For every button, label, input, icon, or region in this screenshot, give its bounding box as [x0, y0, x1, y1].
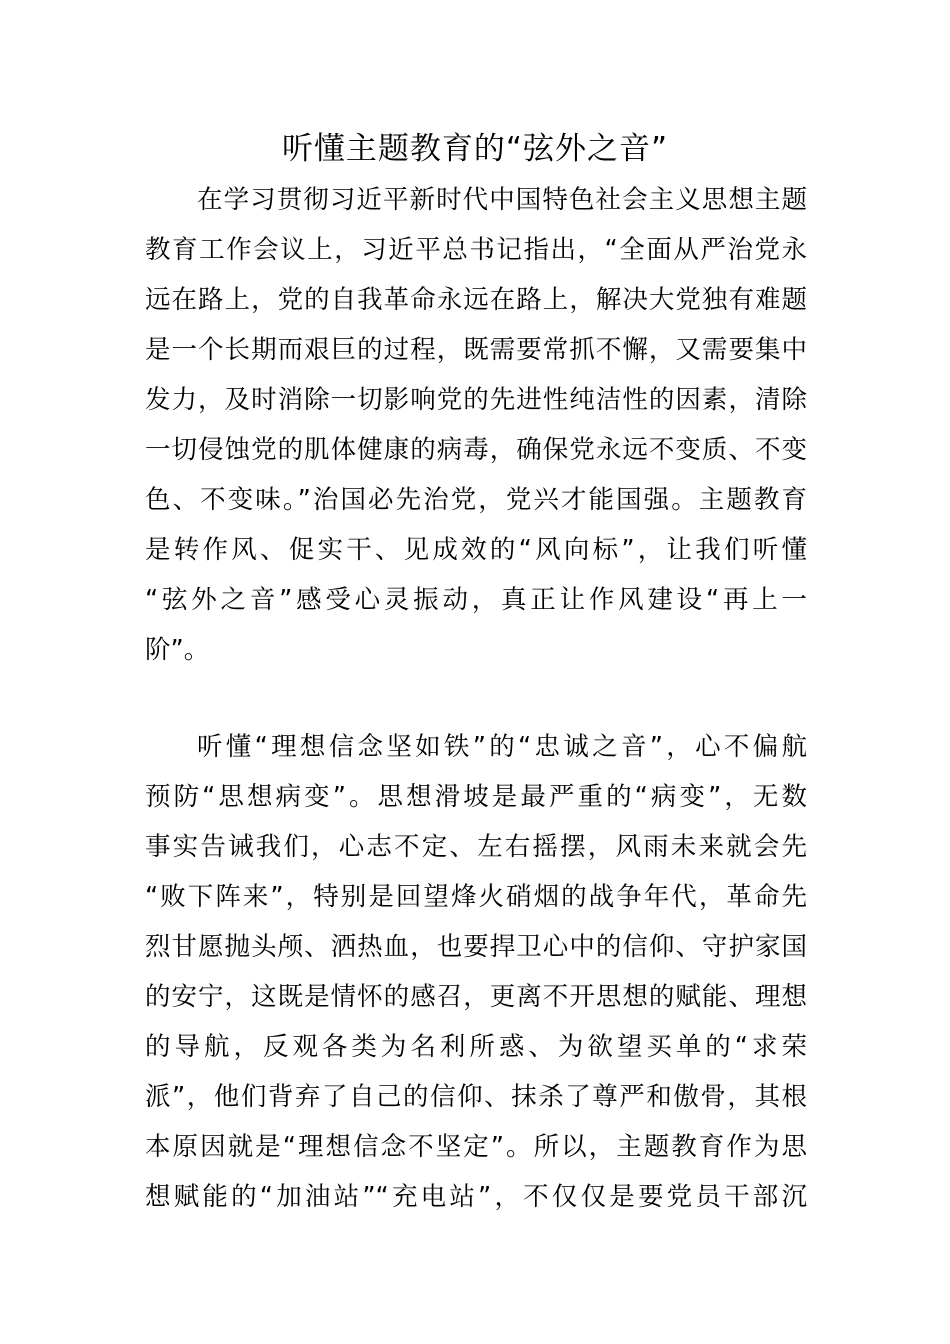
- paragraph-line: 是一个长期而艰巨的过程，既需要常抓不懈，又需要集中: [145, 335, 807, 365]
- paragraph-line: 在学习贯彻习近平新时代中国特色社会主义思想主题: [197, 185, 807, 215]
- document-title: 听懂主题教育的“弦外之音”: [281, 131, 669, 167]
- paragraph-line: 派”，他们背弃了自己的信仰、抹杀了尊严和傲骨，其根: [145, 1082, 807, 1112]
- paragraph-line: 预防“思想病变”。思想滑坡是最严重的“病变”，无数: [145, 782, 807, 812]
- paragraph-line: 阶”。: [145, 635, 210, 665]
- paragraph-line: 发力，及时消除一切影响党的先进性纯洁性的因素，清除: [145, 385, 807, 415]
- paragraph-2: [145, 722, 807, 1222]
- paragraph-1: [145, 175, 807, 675]
- paragraph-line: 是转作风、促实干、见成效的“风向标”，让我们听懂: [145, 535, 807, 565]
- paragraph-line: “败下阵来”，特别是回望烽火硝烟的战争年代，革命先: [145, 882, 807, 912]
- paragraph-line: 事实告诫我们，心志不定、左右摇摆，风雨未来就会先: [145, 832, 807, 862]
- paragraph-line: 的导航，反观各类为名利所惑、为欲望买单的“求荣: [145, 1032, 807, 1062]
- paragraph-line: 一切侵蚀党的肌体健康的病毒，确保党永远不变质、不变: [145, 435, 807, 465]
- paragraph-line: 远在路上，党的自我革命永远在路上，解决大党独有难题: [145, 285, 807, 315]
- paragraph-line: 本原因就是“理想信念不坚定”。所以，主题教育作为思: [145, 1132, 807, 1162]
- paragraph-line: 教育工作会议上，习近平总书记指出，“全面从严治党永: [145, 235, 807, 265]
- paragraph-line: 的安宁，这既是情怀的感召，更离不开思想的赋能、理想: [145, 982, 807, 1012]
- paragraph-line: 色、不变味。”治国必先治党，党兴才能国强。主题教育: [145, 485, 807, 515]
- paragraph-line: “弦外之音”感受心灵振动，真正让作风建设“再上一: [145, 585, 807, 615]
- paragraph-line: 烈甘愿抛头颅、洒热血，也要捍卫心中的信仰、守护家国: [145, 932, 807, 962]
- paragraph-line: 想赋能的“加油站”“充电站”，不仅仅是要党员干部沉: [145, 1182, 807, 1212]
- paragraph-line: 听懂“理想信念坚如铁”的“忠诚之音”，心不偏航: [197, 732, 807, 762]
